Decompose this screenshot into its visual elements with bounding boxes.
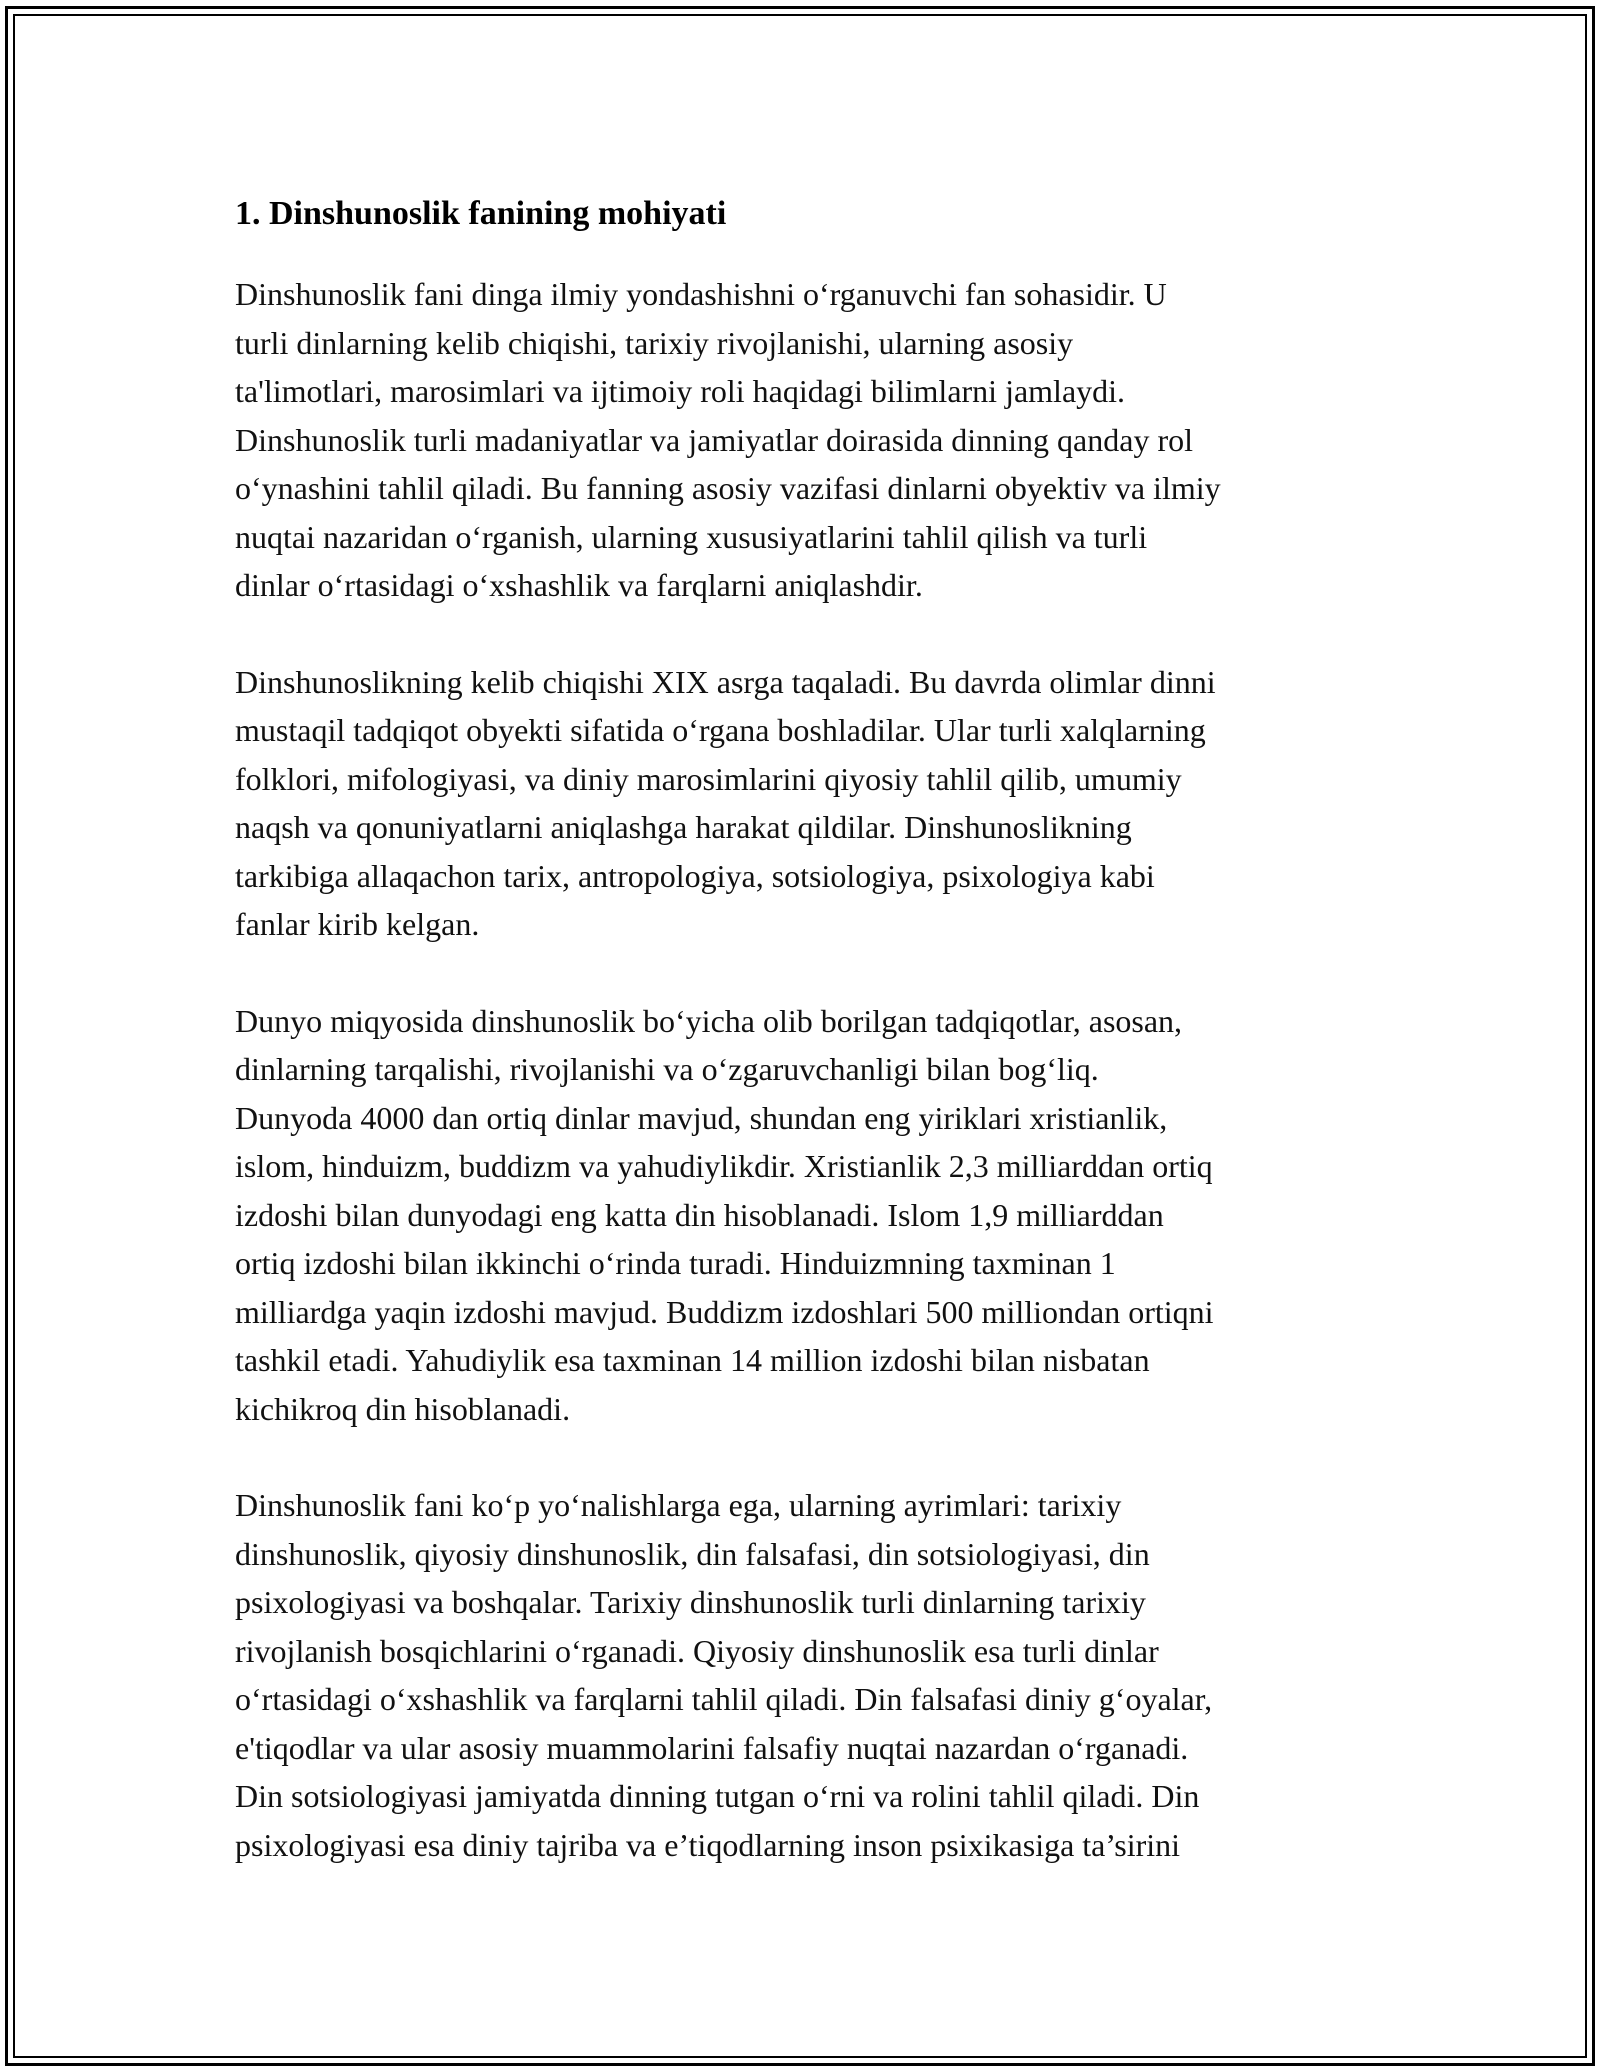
text-line: dinshunoslik, qiyosiy dinshunoslik, din falsafasi, din sotsiologiyasi, din	[235, 1535, 1150, 1572]
text-line: Dinshunoslik turli madaniyatlar va jamiyatlar doirasida dinning qanday rol	[235, 421, 1193, 458]
paragraph	[235, 658, 1375, 949]
text-line: psixologiyasi esa diniy tajriba va e’tiqodlarning inson psixikasiga ta’sirini	[235, 1826, 1181, 1863]
text-line: psixologiyasi va boshqalar. Tarixiy dinshunoslik turli dinlarning tarixiy	[235, 1584, 1146, 1620]
text-line: ortiq izdoshi bilan ikkinchi o‘rinda turadi. Hinduizmning taxminan 1	[235, 1245, 1116, 1281]
text-line: o‘ynashini tahlil qiladi. Bu fanning asosiy vazifasi dinlarni obyektiv va ilmiy	[235, 470, 1221, 506]
text-line: o‘rtasidagi o‘xshashlik va farqlarni tahlil qiladi. Din falsafasi diniy g‘oyalar,	[235, 1681, 1213, 1717]
text-line: Dinshunoslik fani ko‘p yo‘nalishlarga ega, ularning ayrimlari: tarixiy	[235, 1487, 1122, 1523]
paragraph	[235, 997, 1375, 1434]
text-line: tashkil etadi. Yahudiylik esa taxminan 14 million izdoshi bilan nisbatan	[235, 1342, 1150, 1378]
text-line: folklori, mifologiyasi, va diniy marosimlarini qiyosiy tahlil qilib, umumiy	[235, 760, 1182, 797]
text-line: mustaqil tadqiqot obyekti sifatida o‘rgana boshladilar. Ular turli xalqlarning	[235, 712, 1206, 748]
text-line: naqsh va qonuniyatlarni aniqlashga harakat qildilar. Dinshunoslikning	[235, 809, 1132, 845]
text-line: turli dinlarning kelib chiqishi, tarixiy rivojlanishi, ularning asosiy	[235, 324, 1074, 361]
text-line: dinlarning tarqalishi, rivojlanishi va o‘zgaruvchanligi bilan bog‘liq.	[235, 1051, 1099, 1087]
text-line: e'tiqodlar va ular asosiy muammolarini falsafiy nuqtai nazardan o‘rganadi.	[235, 1729, 1189, 1766]
paragraph	[235, 270, 1375, 610]
text-line: Dunyoda 4000 dan ortiq dinlar mavjud, shundan eng yiriklari xristianlik,	[235, 1099, 1168, 1136]
text-line: kichikroq din hisoblanadi.	[235, 1390, 571, 1427]
text-line: Din sotsiologiyasi jamiyatda dinning tutgan o‘rni va rolini tahlil qiladi. Din	[235, 1778, 1200, 1814]
text-line: tarkibiga allaqachon tarix, antropologiya, sotsiologiya, psixologiya kabi	[235, 857, 1155, 894]
text-line: Dinshunoslikning kelib chiqishi XIX asrga taqaladi. Bu davrda olimlar dinni	[235, 663, 1216, 700]
paragraph	[235, 1481, 1375, 1869]
text-line: ta'limotlari, marosimlari va ijtimoiy roli haqidagi bilimlarni jamlaydi.	[235, 373, 1126, 409]
section-heading: 1. Dinshunoslik fanining mohiyati	[235, 195, 727, 232]
text-line: izdoshi bilan dunyodagi eng katta din hisoblanadi. Islom 1,9 milliarddan	[235, 1196, 1164, 1233]
text-line: Dinshunoslik fani dinga ilmiy yondashishni o‘rganuvchi fan sohasidir. U	[235, 276, 1167, 312]
text-line: fanlar kirib kelgan.	[235, 906, 480, 942]
text-line: dinlar o‘rtasidagi o‘xshashlik va farqlarni aniqlashdir.	[235, 567, 923, 603]
text-line: rivojlanish bosqichlarini o‘rganadi. Qiyosiy dinshunoslik esa turli dinlar	[235, 1632, 1159, 1669]
text-line: Dunyo miqyosida dinshunoslik bo‘yicha olib borilgan tadqiqotlar, asosan,	[235, 1002, 1183, 1039]
document-body	[235, 180, 1375, 1917]
text-line: islom, hinduizm, buddizm va yahudiylikdir. Xristianlik 2,3 milliarddan ortiq	[235, 1148, 1213, 1184]
text-line: milliardga yaqin izdoshi mavjud. Buddizm izdoshlari 500 milliondan ortiqni	[235, 1293, 1214, 1330]
text-line: nuqtai nazaridan o‘rganish, ularning xususiyatlarini tahlil qilish va turli	[235, 518, 1148, 555]
